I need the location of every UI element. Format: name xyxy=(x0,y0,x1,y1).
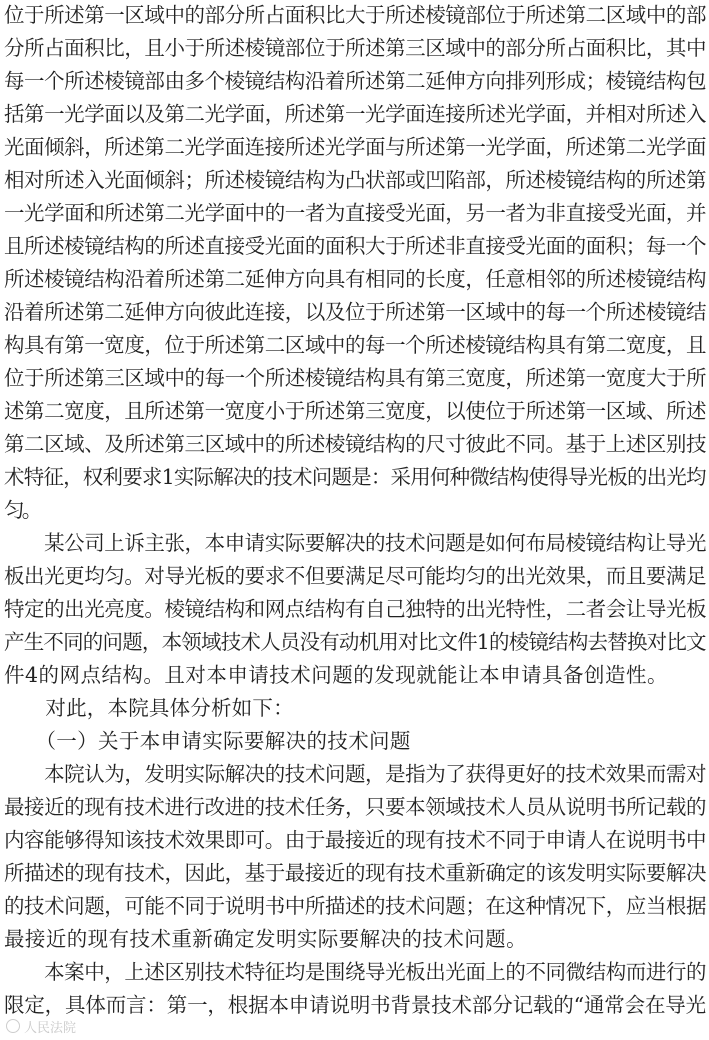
text-line: 最接近的现有技术重新确定发明实际要解决的技术问题。 xyxy=(4,927,527,951)
text-line: 某公司上诉主张，本申请实际要解决的技术问题是如何布局棱镜结构让导光 xyxy=(4,531,706,555)
text-line: 分所占面积比，且小于所述棱镜部位于所述第三区域中的部分所占面积比，其中 xyxy=(4,36,706,60)
section-heading: （一）关于本申请实际要解决的技术问题 xyxy=(4,729,411,753)
text-line: 第二区域、及所述第三区域中的所述棱镜结构的尺寸彼此不同。基于上述区别技 xyxy=(4,432,706,456)
text-line: 且所述棱镜结构的所述直接受光面的面积大于所述非直接受光面的面积；每一个 xyxy=(4,234,706,258)
text-line: 所描述的现有技术，因此，基于最接近的现有技术重新确定的该发明实际要解决 xyxy=(4,861,706,885)
text-line: 位于所述第三区域中的每一个所述棱镜结构具有第三宽度，所述第一宽度大于所 xyxy=(4,366,706,390)
watermark-text: 人民法院 xyxy=(24,1020,77,1036)
text-line: 相对所述入光面倾斜；所述棱镜结构为凸状部或凹陷部，所述棱镜结构的所述第 xyxy=(4,168,706,192)
text-line: 构具有第一宽度，位于所述第二区域中的每一个所述棱镜结构具有第二宽度，且 xyxy=(4,333,706,357)
watermark-logo-icon xyxy=(6,1019,20,1033)
text-line: 述第二宽度，且所述第一宽度小于所述第三宽度，以使位于所述第一区域、所述 xyxy=(4,399,706,423)
text-line: 沿着所述第二延伸方向彼此连接，以及位于所述第一区域中的每一个所述棱镜结 xyxy=(4,300,706,324)
text-line: 一光学面和所述第二光学面中的一者为直接受光面，另一者为非直接受光面，并 xyxy=(4,201,706,225)
text-line: 每一个所述棱镜部由多个棱镜结构沿着所述第二延伸方向排列形成；棱镜结构包 xyxy=(4,69,706,93)
text-line: 内容能够得知该技术效果即可。由于最接近的现有技术不同于申请人在说明书中 xyxy=(4,828,706,852)
text-line: 对此，本院具体分析如下： xyxy=(4,696,294,720)
text-line: 产生不同的问题，本领域技术人员没有动机用对比文件1的棱镜结构去替换对比文 xyxy=(4,630,706,654)
text-line: 特定的出光亮度。棱镜结构和网点结构有自己独特的出光特性，二者会让导光板 xyxy=(4,597,706,621)
text-line: 的技术问题，可能不同于说明书中所描述的技术问题；在这种情况下，应当根据 xyxy=(4,894,706,918)
text-line: 术特征，权利要求1实际解决的技术问题是：采用何种微结构使得导光板的出光均 xyxy=(4,465,706,489)
watermark xyxy=(6,1016,76,1036)
text-line: 件4的网点结构。且对本申请技术问题的发现就能让本申请具备创造性。 xyxy=(4,663,668,687)
text-line: 板出光更均匀。对导光板的要求不但要满足尽可能均匀的出光效果，而且要满足 xyxy=(4,564,706,588)
text-line: 匀。 xyxy=(4,498,40,522)
text-line: 本院认为，发明实际解决的技术问题，是指为了获得更好的技术效果而需对 xyxy=(4,762,706,786)
text-line: 光面倾斜，所述第二光学面连接所述光学面与所述第一光学面，所述第二光学面 xyxy=(4,135,706,159)
text-line: 本案中，上述区别技术特征均是围绕导光板出光面上的不同微结构而进行的 xyxy=(4,960,706,984)
text-line: 所述棱镜结构沿着所述第二延伸方向具有相同的长度，任意相邻的所述棱镜结构 xyxy=(4,267,706,291)
text-line: 限定，具体而言：第一，根据本申请说明书背景技术部分记载的“通常会在导光 xyxy=(4,993,706,1017)
text-line: 括第一光学面以及第二光学面，所述第一光学面连接所述光学面，并相对所述入 xyxy=(4,102,706,126)
text-line: 位于所述第一区域中的部分所占面积比大于所述棱镜部位于所述第二区域中的部 xyxy=(4,3,706,27)
text-line: 最接近的现有技术进行改进的技术任务，只要本领域技术人员从说明书所记载的 xyxy=(4,795,706,819)
